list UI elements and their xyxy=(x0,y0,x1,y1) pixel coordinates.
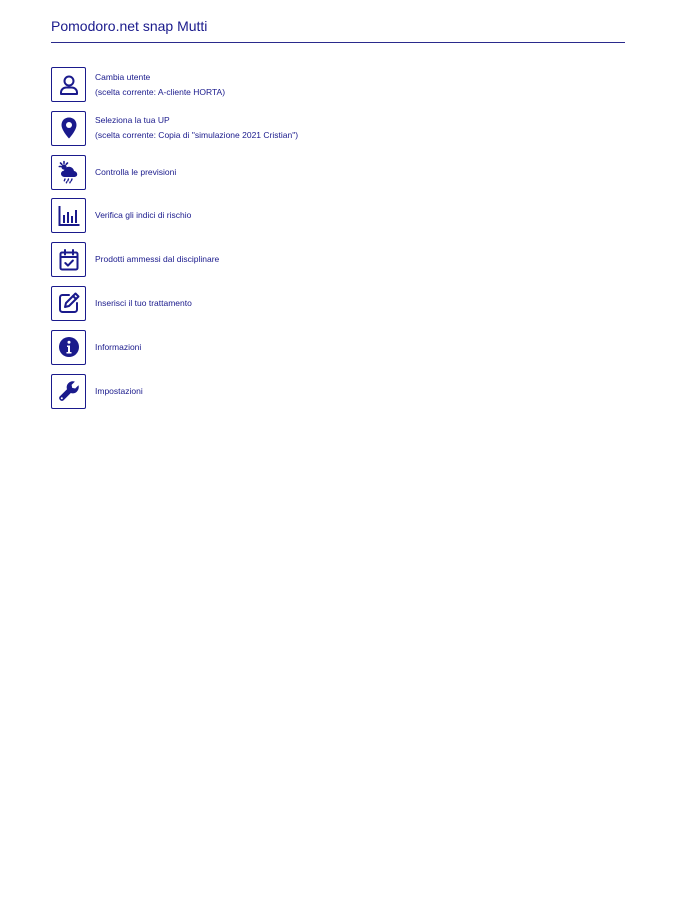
menu-item-sublabel: (scelta corrente: Copia di "simulazione 2021 Cristian") xyxy=(95,130,299,141)
menu-item-forecast[interactable] xyxy=(51,153,625,192)
edit-icon xyxy=(51,286,86,321)
info-icon xyxy=(51,330,86,365)
menu-item-label: Controlla le previsioni xyxy=(95,166,177,177)
menu-item-risk-indices[interactable] xyxy=(51,196,625,235)
menu-item-label: Seleziona la tua UP xyxy=(95,115,170,126)
map-pin-icon xyxy=(51,111,86,146)
wrench-icon xyxy=(51,374,86,409)
menu-item-label: Informazioni xyxy=(95,341,142,352)
menu-item-label: Inserisci il tuo trattamento xyxy=(95,297,192,308)
menu-item-change-user[interactable] xyxy=(51,65,625,104)
menu-item-allowed-products[interactable] xyxy=(51,240,625,279)
menu-item-info[interactable] xyxy=(51,328,625,367)
app-header xyxy=(51,17,625,43)
main-menu xyxy=(51,65,625,415)
menu-item-add-treatment[interactable] xyxy=(51,284,625,323)
user-icon xyxy=(51,67,86,102)
menu-item-sublabel: (scelta corrente: A-cliente HORTA) xyxy=(95,86,226,97)
menu-item-label: Verifica gli indici di rischio xyxy=(95,210,192,221)
menu-item-label: Prodotti ammessi dal disciplinare xyxy=(95,254,220,265)
menu-item-label: Cambia utente xyxy=(95,71,151,82)
menu-item-settings[interactable] xyxy=(51,372,625,411)
menu-item-select-up[interactable] xyxy=(51,109,625,148)
bar-chart-icon xyxy=(51,198,86,233)
calendar-check-icon xyxy=(51,242,86,277)
menu-item-label: Impostazioni xyxy=(95,385,143,396)
app-title: Pomodoro.net snap Mutti xyxy=(51,18,208,34)
weather-icon xyxy=(51,155,86,190)
